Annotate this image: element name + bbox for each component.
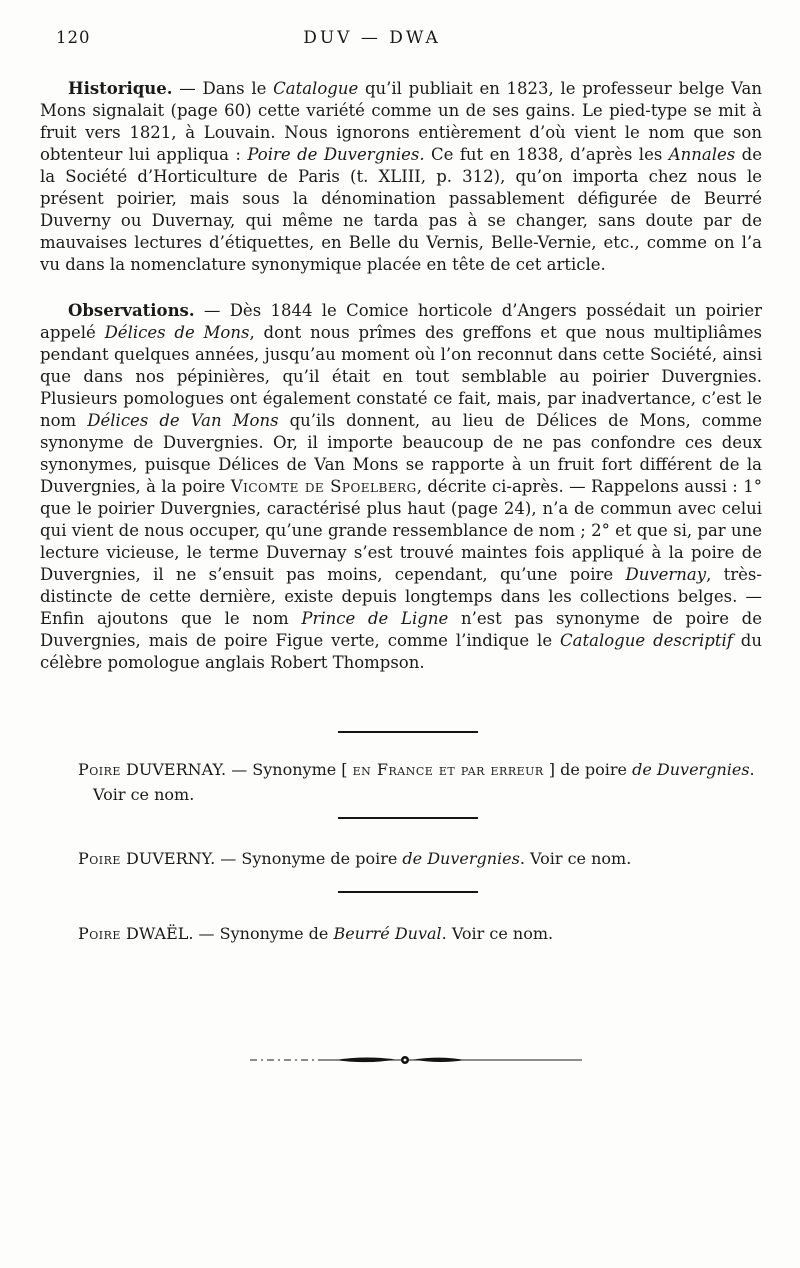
paragraph-historique: Historique. — Dans le Catalogue qu’il publiait en 1823, le professeur belge Van Mons signalait (page 60) cette variété comme un de ses gains. Le pied-type se mit à fruit vers 1821, à Louvain. Nous ignorons entièrement d’où vient le nom que son obtenteur lui appliqua : Poire de Duvergnies. Ce fut en 1838, d’après les Annales de la Société d’Horticulture de Paris (t. XLIII, p. 312), qu’on importa chez nous le présent poirier, mais sous la dénomination passablement défigurée de Beurré Duverny ou Duvernay, qui même ne tarda pas à se changer, sans doute par de mauvaises lectures d’étiquettes, en Belle du Vernis, Belle-Vernie, etc., comme on l’a vu dans la nomenclature synonymique placée en tête de cet article. [40,79,762,274]
section-rule [338,731,478,733]
entry-poire-duverny: Poire DUVERNY. — Synonyme de poire de Duvergnies. Voir ce nom. [78,849,632,868]
running-title: DUV — DWA [303,28,441,48]
entry-poire-dwael: Poire DWAËL. — Synonyme de Beurré Duval. Voir ce nom. [78,924,554,943]
paragraph-observations: Observations. — Dès 1844 le Comice horticole d’Angers possédait un poirier appelé Délices de Mons, dont nous prîmes des greffons et que nous multipliâmes pendant quelques années, jusqu’au moment où l’on reconnut dans cette Société, ainsi que dans nos pépinières, qu’il était en tout semblable au poirier Duvergnies. Plusieurs pomologues ont également constaté ce fait, mais, par inadvertance, c’est le nom Délices de Van Mons qu’ils donnent, au lieu de Délices de Mons, comme synonyme de Duvergnies. Or, il importe beaucoup de ne pas confondre ces deux synonymes, puisque Délices de Van Mons se rapporte à un fruit fort différent de la Duvergnies, à la poire Vicomte de Spoelberg, décrite ci-après. — Rappelons aussi : 1° que le poirier Duvergnies, caractérisé plus haut (page 24), n’a de commun avec celui qui vient de nous occuper, qu’une grande ressemblance de nom ; 2° et que si, par une lecture vicieuse, le terme Duvernay s’est trouvé maintes fois appliqué à la poire de Duvergnies, il ne s’ensuit pas moins, cependant, qu’une poire Duvernay, très-distincte de cette dernière, existe depuis longtemps dans les collections belges. — Enfin ajoutons que le nom Prince de Ligne n’est pas synonyme de poire de Duvergnies, mais de poire Figue verte, comme l’indique le Catalogue descriptif du célèbre pomologue anglais Robert Thompson. [40,301,763,672]
section-rule [338,891,478,893]
entry-poire-duvernay: Poire DUVERNAY. — Synonyme [ en France et par erreur ] de poire de Duvergnies. Voir ce nom. [78,760,755,804]
tailpiece-ornament-icon [250,1052,582,1068]
page-number: 120 [56,28,91,47]
section-rule [338,817,478,819]
